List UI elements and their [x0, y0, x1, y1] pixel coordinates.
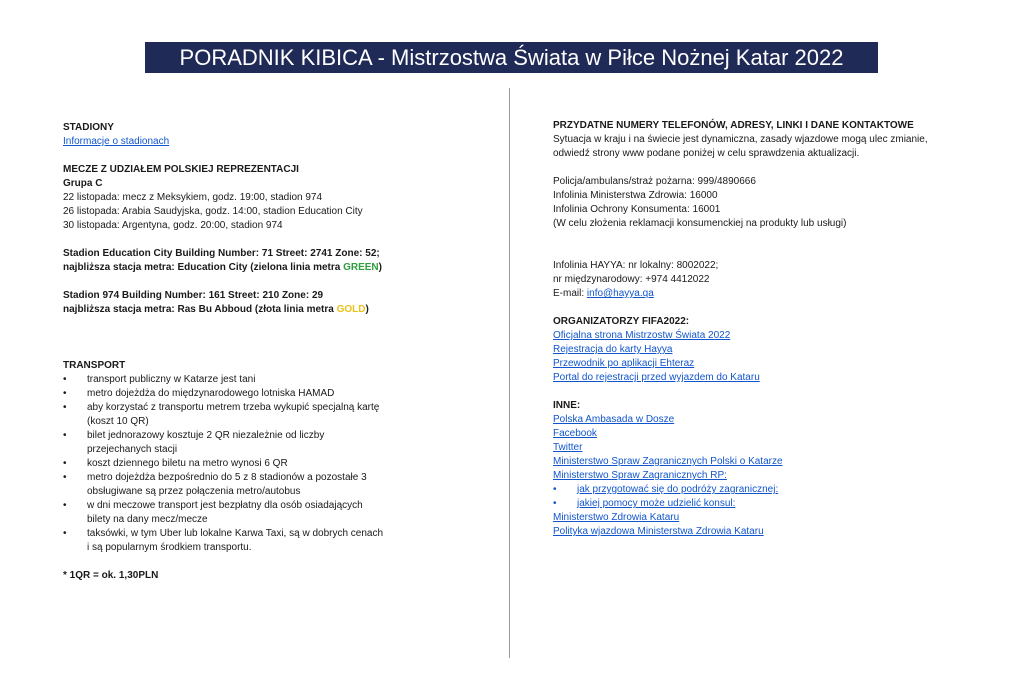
match-item: 22 listopada: mecz z Meksykiem, godz. 19:00, stadion 974 — [63, 192, 323, 203]
other-heading: INNE: — [553, 400, 581, 411]
hayya-email: E-mail: info@hayya.qa — [553, 288, 654, 299]
stadium-974-address: Stadion 974 Building Number: 161 Street: 210 Zone: 29 — [63, 290, 324, 301]
polish-embassy-link[interactable]: Polska Ambasada w Dosze — [553, 414, 675, 425]
mfa-rp-link[interactable]: Ministerstwo Spraw Zagranicznych RP: — [553, 470, 727, 481]
group-label: Grupa C — [63, 178, 103, 189]
gold-line-label: GOLD — [336, 304, 366, 315]
travel-prep-link[interactable]: • jak przygotować się do podróży zagranicznej: — [553, 483, 973, 497]
stadiony-heading: STADIONY — [63, 122, 114, 133]
transport-item: • aby korzystać z transportu metrem trzeba wykupić specjalną kartę (koszt 10 QR) — [63, 401, 387, 429]
hayya-card-registration-link[interactable]: Rejestracja do karty Hayya — [553, 344, 673, 355]
currency-footnote: * 1QR = ok. 1,30PLN — [63, 570, 159, 581]
match-item: 26 listopada: Arabia Saudyjska, godz. 14:00, stadion Education City — [63, 206, 363, 217]
transport-heading: TRANSPORT — [63, 360, 126, 371]
contacts-intro: Sytuacja w kraju i na świecie jest dynamiczna, zasady wjazdowe mogą ulec zmianie, odwiedź strony www podane poniżej w celu sprawdzenia aktualizacji. — [553, 134, 928, 159]
phone-item: Infolinia Ochrony Konsumenta: 16001 — [553, 204, 721, 215]
transport-item: • koszt dziennego biletu na metro wynosi 6 QR — [63, 457, 387, 471]
stadium-education-city-metro: najbliższa stacja metra: Education City (zielona linia metra GREEN) — [63, 262, 382, 273]
stadium-974-metro: najbliższa stacja metra: Ras Bu Abboud (złota linia metra GOLD) — [63, 304, 369, 315]
organizers-heading: ORGANIZATORZY FIFA2022: — [553, 316, 690, 327]
hayya-intl-number: nr międzynarodowy: +974 4412022 — [553, 274, 710, 285]
hayya-local-number: Infolinia HAYYA: nr lokalny: 8002022; — [553, 260, 719, 271]
transport-item: • bilet jednorazowy kosztuje 2 QR niezależnie od liczby przejechanych stacji — [63, 429, 387, 457]
transport-list — [63, 373, 483, 555]
match-item: 30 listopada: Argentyna, godz. 20:00, stadion 974 — [63, 220, 283, 231]
right-column — [553, 119, 973, 539]
phone-item: Policja/ambulans/straż pożarna: 999/4890666 — [553, 176, 756, 187]
page-title: PORADNIK KIBICA - Mistrzostwa Świata w Piłce Nożnej Katar 2022 — [145, 42, 878, 73]
entry-policy-link[interactable]: Polityka wjazdowa Ministerstwa Zdrowia Kataru — [553, 526, 764, 537]
qatar-health-ministry-link[interactable]: Ministerstwo Zdrowia Kataru — [553, 512, 680, 523]
transport-item: • transport publiczny w Katarze jest tani — [63, 373, 387, 387]
transport-item: • metro dojeżdża do międzynarodowego lotniska HAMAD — [63, 387, 387, 401]
transport-item: • metro dojeżdża bezpośrednio do 5 z 8 stadionów a pozostałe 3 obsługiwane są przez połączenia metro/autobus — [63, 471, 387, 499]
contacts-heading: PRZYDATNE NUMERY TELEFONÓW, ADRESY, LINKI I DANE KONTAKTOWE — [553, 120, 914, 131]
twitter-link[interactable]: Twitter — [553, 442, 583, 453]
matches-heading: MECZE Z UDZIAŁEM POLSKIEJ REPREZENTACJI — [63, 164, 299, 175]
stadium-info-link[interactable]: Informacje o stadionach — [63, 136, 170, 147]
mfa-qatar-link[interactable]: Ministerstwo Spraw Zagranicznych Polski o Katarze — [553, 456, 783, 467]
left-column — [63, 121, 483, 583]
consul-help-link[interactable]: • jakiej pomocy może udzielić konsul: — [553, 497, 973, 511]
phone-item: (W celu złożenia reklamacji konsumenckiej na produkty lub usługi) — [553, 218, 847, 229]
official-wc-site-link[interactable]: Oficjalna strona Mistrzostw Świata 2022 — [553, 330, 731, 341]
transport-item: • taksówki, w tym Uber lub lokalne Karwa Taxi, są w dobrych cenach i są popularnym środkiem transportu. — [63, 527, 387, 555]
transport-item: • w dni meczowe transport jest bezpłatny dla osób osiadających bilety na dany mecz/mecze — [63, 499, 387, 527]
column-divider — [509, 88, 510, 658]
facebook-link[interactable]: Facebook — [553, 428, 597, 439]
hayya-email-link[interactable]: info@hayya.qa — [586, 288, 654, 299]
pre-travel-registration-link[interactable]: Portal do rejestracji przed wyjazdem do Kataru — [553, 372, 760, 383]
stadium-education-city-address: Stadion Education City Building Number: 71 Street: 2741 Zone: 52; — [63, 248, 380, 259]
ehteraz-guide-link[interactable]: Przewodnik po aplikacji Ehteraz — [553, 358, 695, 369]
phone-item: Infolinia Ministerstwa Zdrowia: 16000 — [553, 190, 718, 201]
green-line-label: GREEN — [343, 262, 379, 273]
